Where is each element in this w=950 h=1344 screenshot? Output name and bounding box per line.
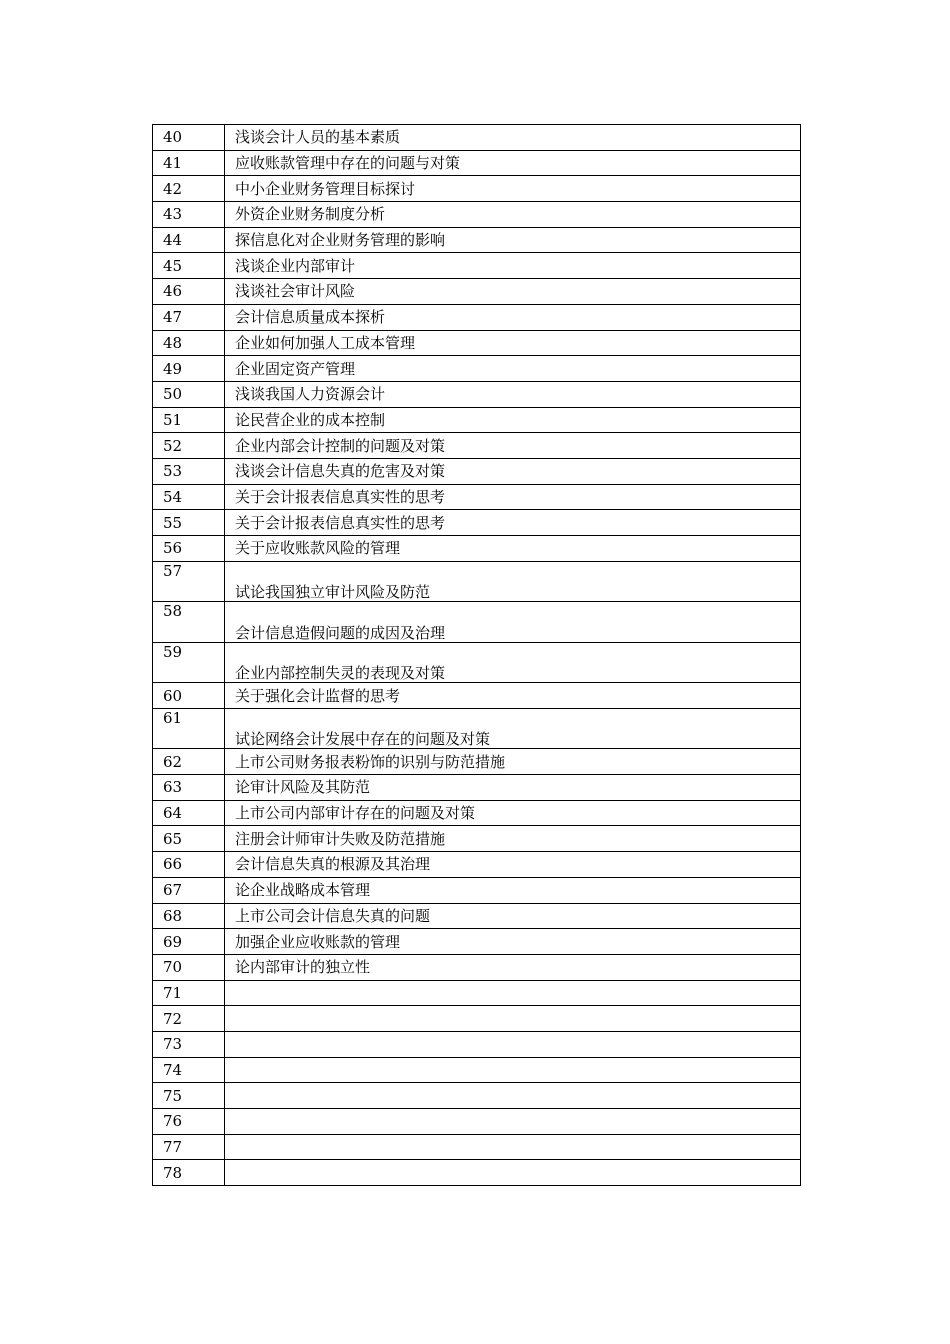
row-number: 77: [153, 1134, 225, 1160]
table-row: [153, 980, 801, 1006]
table-row: [153, 150, 801, 176]
table-row: [153, 433, 801, 459]
table-row: [153, 826, 801, 852]
topic-title: [225, 1006, 801, 1032]
row-number: 51: [153, 407, 225, 433]
topic-title: 会计信息质量成本探析: [225, 304, 801, 330]
table-row: [153, 929, 801, 955]
row-number: 66: [153, 852, 225, 878]
topic-table: [152, 124, 801, 1186]
row-number: 78: [153, 1160, 225, 1186]
row-number: 75: [153, 1083, 225, 1109]
table-row: [153, 176, 801, 202]
table-row: [153, 642, 801, 683]
topic-title: 浅谈社会审计风险: [225, 279, 801, 305]
topic-title: 会计信息失真的根源及其治理: [225, 852, 801, 878]
table-row: [153, 903, 801, 929]
row-number: 58: [153, 602, 225, 643]
topic-title: 论民营企业的成本控制: [225, 407, 801, 433]
topic-title: [225, 1109, 801, 1135]
topic-title: 中小企业财务管理目标探讨: [225, 176, 801, 202]
topic-title: 关于强化会计监督的思考: [225, 683, 801, 709]
topic-title: 浅谈我国人力资源会计: [225, 381, 801, 407]
row-number: 55: [153, 510, 225, 536]
row-number: 60: [153, 683, 225, 709]
topic-title: 企业如何加强人工成本管理: [225, 330, 801, 356]
topic-title: 论内部审计的独立性: [225, 954, 801, 980]
row-number: 76: [153, 1109, 225, 1135]
row-number: 62: [153, 749, 225, 775]
row-number: 70: [153, 954, 225, 980]
topic-title: [225, 1031, 801, 1057]
table-row: [153, 279, 801, 305]
row-number: 57: [153, 561, 225, 602]
row-number: 50: [153, 381, 225, 407]
row-number: 73: [153, 1031, 225, 1057]
topic-title: 应收账款管理中存在的问题与对策: [225, 150, 801, 176]
row-number: 72: [153, 1006, 225, 1032]
row-number: 65: [153, 826, 225, 852]
topic-title: 企业内部会计控制的问题及对策: [225, 433, 801, 459]
row-number: 52: [153, 433, 225, 459]
topic-title: 关于会计报表信息真实性的思考: [225, 510, 801, 536]
table-row: [153, 1109, 801, 1135]
table-row: [153, 330, 801, 356]
table-row: [153, 561, 801, 602]
row-number: 63: [153, 775, 225, 801]
topic-title: 浅谈企业内部审计: [225, 253, 801, 279]
table-row: [153, 227, 801, 253]
topic-title: 企业固定资产管理: [225, 356, 801, 382]
topic-title: 会计信息造假问题的成因及治理: [225, 602, 801, 643]
topic-title: 论审计风险及其防范: [225, 775, 801, 801]
row-number: 68: [153, 903, 225, 929]
table-row: [153, 381, 801, 407]
row-number: 71: [153, 980, 225, 1006]
topic-title: 探信息化对企业财务管理的影响: [225, 227, 801, 253]
table-row: [153, 356, 801, 382]
topic-title: 试论网络会计发展中存在的问题及对策: [225, 708, 801, 749]
topic-title: 加强企业应收账款的管理: [225, 929, 801, 955]
topic-title: 关于会计报表信息真实性的思考: [225, 484, 801, 510]
topic-title: 注册会计师审计失败及防范措施: [225, 826, 801, 852]
row-number: 48: [153, 330, 225, 356]
table-row: [153, 536, 801, 562]
table-row: [153, 1083, 801, 1109]
topic-title: [225, 980, 801, 1006]
table-row: [153, 1134, 801, 1160]
table-row: [153, 877, 801, 903]
topic-title: 企业内部控制失灵的表现及对策: [225, 642, 801, 683]
table-row: [153, 202, 801, 228]
table-row: [153, 304, 801, 330]
row-number: 74: [153, 1057, 225, 1083]
row-number: 44: [153, 227, 225, 253]
topic-title: [225, 1134, 801, 1160]
topic-title: 外资企业财务制度分析: [225, 202, 801, 228]
table-row: [153, 852, 801, 878]
topic-title: 上市公司内部审计存在的问题及对策: [225, 800, 801, 826]
table-row: [153, 1031, 801, 1057]
topic-title: 浅谈会计人员的基本素质: [225, 125, 801, 151]
row-number: 42: [153, 176, 225, 202]
table-row: [153, 800, 801, 826]
topic-title: [225, 1160, 801, 1186]
row-number: 64: [153, 800, 225, 826]
topic-title: 关于应收账款风险的管理: [225, 536, 801, 562]
row-number: 69: [153, 929, 225, 955]
row-number: 43: [153, 202, 225, 228]
table-row: [153, 253, 801, 279]
table-row: [153, 775, 801, 801]
table-row: [153, 510, 801, 536]
topic-title: [225, 1057, 801, 1083]
topic-title: 上市公司财务报表粉饰的识别与防范措施: [225, 749, 801, 775]
row-number: 40: [153, 125, 225, 151]
row-number: 45: [153, 253, 225, 279]
row-number: 67: [153, 877, 225, 903]
row-number: 46: [153, 279, 225, 305]
topic-title: 论企业战略成本管理: [225, 877, 801, 903]
topic-title: 上市公司会计信息失真的问题: [225, 903, 801, 929]
table-row: [153, 749, 801, 775]
table-row: [153, 1057, 801, 1083]
topic-title: 试论我国独立审计风险及防范: [225, 561, 801, 602]
topic-title: [225, 1083, 801, 1109]
table-row: [153, 407, 801, 433]
row-number: 47: [153, 304, 225, 330]
table-row: [153, 125, 801, 151]
table-row: [153, 484, 801, 510]
row-number: 49: [153, 356, 225, 382]
table-row: [153, 602, 801, 643]
table-row: [153, 1006, 801, 1032]
row-number: 56: [153, 536, 225, 562]
table-row: [153, 683, 801, 709]
row-number: 53: [153, 458, 225, 484]
table-row: [153, 458, 801, 484]
row-number: 54: [153, 484, 225, 510]
row-number: 41: [153, 150, 225, 176]
row-number: 59: [153, 642, 225, 683]
table-row: [153, 954, 801, 980]
table-row: [153, 708, 801, 749]
topic-title: 浅谈会计信息失真的危害及对策: [225, 458, 801, 484]
table-row: [153, 1160, 801, 1186]
row-number: 61: [153, 708, 225, 749]
